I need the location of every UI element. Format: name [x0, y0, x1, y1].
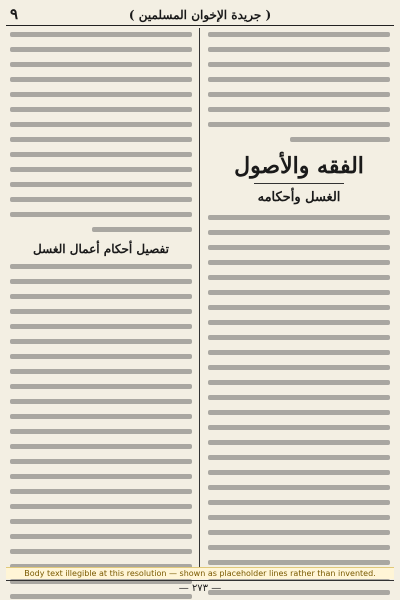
illegible-text-line: [208, 260, 390, 265]
illegible-text-line: [10, 369, 192, 374]
illegible-text-line: [10, 197, 192, 202]
column-divider: [199, 28, 200, 578]
illegible-text-line: [208, 425, 390, 430]
illegible-text-line: [208, 230, 390, 235]
title-divider: [254, 183, 344, 184]
illegible-text-line: [92, 227, 192, 232]
illegible-text-line: [10, 399, 192, 404]
two-column-body: [6, 28, 394, 578]
illegible-text-line: [208, 395, 390, 400]
illegible-text-line: [10, 474, 192, 479]
right-column-body-text: [204, 211, 394, 600]
illegible-text-line: [208, 350, 390, 355]
newspaper-title: ( جريدة الإخوان المسلمين ): [128, 7, 272, 22]
right-column: [204, 28, 394, 578]
illegible-text-line: [10, 152, 192, 157]
illegible-text-line: [10, 504, 192, 509]
illegible-text-line: [290, 137, 390, 142]
illegible-text-line: [10, 414, 192, 419]
illegible-text-line: [10, 137, 192, 142]
illegible-text-line: [208, 365, 390, 370]
illegible-text-line: [208, 440, 390, 445]
illegible-text-notice: Body text illegible at this resolution — shown as placeholder lines rather than invented.: [6, 567, 394, 579]
page-header: [6, 4, 394, 26]
illegible-text-line: [10, 489, 192, 494]
illegible-text-line: [208, 515, 390, 520]
illegible-text-line: [208, 455, 390, 460]
illegible-text-line: [10, 62, 192, 67]
left-column: [6, 28, 196, 578]
illegible-text-line: [10, 77, 192, 82]
illegible-text-line: [10, 429, 192, 434]
illegible-text-line: [10, 122, 192, 127]
illegible-text-line: [208, 92, 390, 97]
illegible-text-line: [208, 62, 390, 67]
illegible-text-line: [10, 309, 192, 314]
illegible-text-line: [208, 122, 390, 127]
illegible-text-line: [208, 305, 390, 310]
illegible-text-line: [208, 47, 390, 52]
illegible-text-line: [10, 384, 192, 389]
illegible-text-line: [208, 320, 390, 325]
illegible-text-line: [10, 32, 192, 37]
illegible-text-line: [10, 459, 192, 464]
illegible-text-line: [10, 534, 192, 539]
folio-number: — ٢٧٣ —: [178, 583, 222, 594]
illegible-text-line: [10, 92, 192, 97]
illegible-text-line: [208, 245, 390, 250]
left-column-body-text: [6, 260, 196, 600]
illegible-text-line: [10, 107, 192, 112]
section-heading: تفصيل أحكام أعمال الغسل: [33, 242, 169, 256]
illegible-text-line: [10, 354, 192, 359]
illegible-text-line: [208, 335, 390, 340]
illegible-text-line: [208, 410, 390, 415]
illegible-text-line: [10, 519, 192, 524]
illegible-text-line: [208, 560, 390, 565]
illegible-text-line: [208, 290, 390, 295]
illegible-text-line: [208, 470, 390, 475]
right-column-top-text: [204, 28, 394, 142]
illegible-text-line: [10, 279, 192, 284]
illegible-text-line: [10, 47, 192, 52]
illegible-text-line: [208, 530, 390, 535]
page-footer: [6, 580, 394, 596]
newspaper-page: [6, 4, 394, 596]
illegible-text-line: [10, 182, 192, 187]
article-title: الفقه والأصول: [234, 153, 364, 179]
illegible-text-line: [10, 294, 192, 299]
illegible-text-line: [208, 275, 390, 280]
illegible-text-line: [10, 444, 192, 449]
article-subtitle: الغسل وأحكامه: [257, 189, 341, 205]
illegible-text-line: [208, 107, 390, 112]
illegible-text-line: [10, 549, 192, 554]
illegible-text-line: [208, 485, 390, 490]
illegible-text-line: [10, 339, 192, 344]
illegible-text-line: [10, 212, 192, 217]
illegible-text-line: [208, 77, 390, 82]
illegible-text-line: [208, 32, 390, 37]
illegible-text-line: [208, 545, 390, 550]
illegible-text-line: [10, 167, 192, 172]
illegible-text-line: [10, 324, 192, 329]
illegible-text-line: [10, 264, 192, 269]
page-number: ٩: [10, 5, 19, 23]
illegible-text-line: [208, 500, 390, 505]
left-column-top-text: [6, 28, 196, 232]
illegible-text-line: [208, 380, 390, 385]
illegible-text-line: [208, 215, 390, 220]
